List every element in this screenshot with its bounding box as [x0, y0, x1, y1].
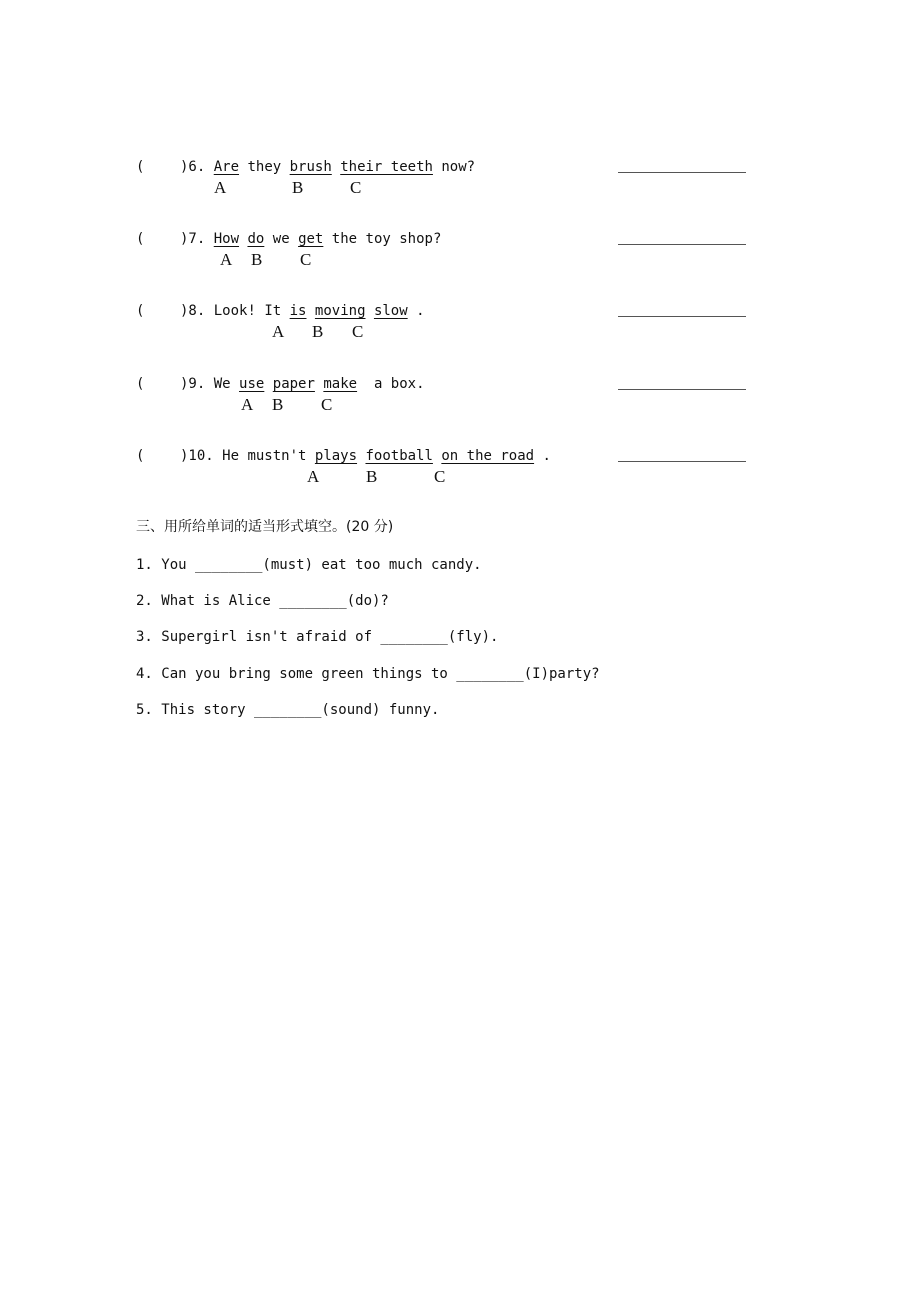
plain-word: now? — [441, 159, 476, 175]
answer-paren: ( — [136, 448, 145, 464]
plain-word: He mustn't — [222, 448, 307, 464]
underlined-word-a: use — [239, 376, 265, 392]
question-7 — [0, 230, 920, 290]
plain-word: a box. — [373, 376, 425, 392]
plain-word: We — [213, 376, 231, 392]
option-label-b: B — [251, 250, 263, 269]
underlined-word-c: their teeth — [340, 159, 433, 175]
plain-word: we — [272, 231, 290, 247]
answer-blank[interactable] — [618, 172, 746, 173]
answer-blank[interactable] — [618, 244, 746, 245]
question-8-text — [136, 302, 425, 320]
answer-paren: ( — [136, 231, 145, 247]
plain-word: . — [416, 303, 425, 319]
option-label-a: A — [272, 322, 285, 341]
plain-word: . — [542, 448, 551, 464]
underlined-word-b: moving — [314, 303, 366, 319]
question-number: )6. — [180, 159, 206, 175]
question-number: )10. — [180, 448, 214, 464]
option-label-c: C — [352, 322, 364, 341]
option-label-a: A — [241, 395, 254, 414]
underlined-word-a: plays — [314, 448, 358, 464]
answer-blank[interactable] — [618, 461, 746, 462]
section-3-title: 三、用所给单词的适当形式填空。(20 分) — [136, 519, 394, 535]
option-label-a: A — [214, 178, 227, 197]
underlined-word-c: get — [298, 231, 324, 247]
underlined-word-c: make — [323, 376, 358, 392]
question-6-text — [136, 158, 475, 176]
question-10 — [0, 447, 920, 507]
question-8 — [0, 302, 920, 362]
option-label-b: B — [312, 322, 324, 341]
option-label-c: C — [321, 395, 333, 414]
option-label-c: C — [300, 250, 312, 269]
plain-word: the toy shop? — [331, 231, 442, 247]
underlined-word-c: slow — [373, 303, 408, 319]
underlined-word-a: How — [213, 231, 240, 247]
underlined-word-b: paper — [272, 376, 315, 392]
answer-blank[interactable] — [618, 316, 746, 317]
underlined-word-b: brush — [289, 159, 332, 175]
question-9 — [0, 375, 920, 435]
question-9-text — [136, 375, 425, 393]
underlined-word-b: football — [365, 448, 433, 464]
answer-blank[interactable] — [618, 389, 746, 390]
option-label-c: C — [434, 467, 446, 486]
fill-blank-item-2: 2. What is Alice ________(do)? — [136, 593, 389, 609]
answer-paren: ( — [136, 159, 145, 175]
underlined-word-a: Are — [213, 159, 240, 175]
answer-paren: ( — [136, 303, 145, 319]
underlined-word-a: is — [289, 303, 307, 319]
question-number: )7. — [180, 231, 206, 247]
option-label-b: B — [292, 178, 304, 197]
plain-word: Look! — [213, 303, 256, 319]
question-6 — [0, 158, 920, 218]
option-label-a: A — [307, 467, 320, 486]
fill-blank-item-4: 4. Can you bring some green things to ________(I)party? — [136, 666, 600, 682]
option-label-b: B — [272, 395, 284, 414]
option-label-a: A — [220, 250, 233, 269]
answer-paren: ( — [136, 376, 145, 392]
question-number: )8. — [180, 303, 206, 319]
plain-word: they — [247, 159, 282, 175]
question-7-text — [136, 230, 441, 248]
plain-word: It — [264, 303, 282, 319]
underlined-word-c: on the road — [441, 448, 535, 464]
option-label-b: B — [366, 467, 378, 486]
option-label-c: C — [350, 178, 362, 197]
question-10-text — [136, 447, 551, 465]
fill-blank-item-1: 1. You ________(must) eat too much candy. — [136, 557, 482, 573]
fill-blank-item-3: 3. Supergirl isn't afraid of ________(fly). — [136, 629, 499, 645]
underlined-word-b: do — [247, 231, 265, 247]
fill-blank-item-5: 5. This story ________(sound) funny. — [136, 702, 440, 718]
question-number: )9. — [180, 376, 206, 392]
